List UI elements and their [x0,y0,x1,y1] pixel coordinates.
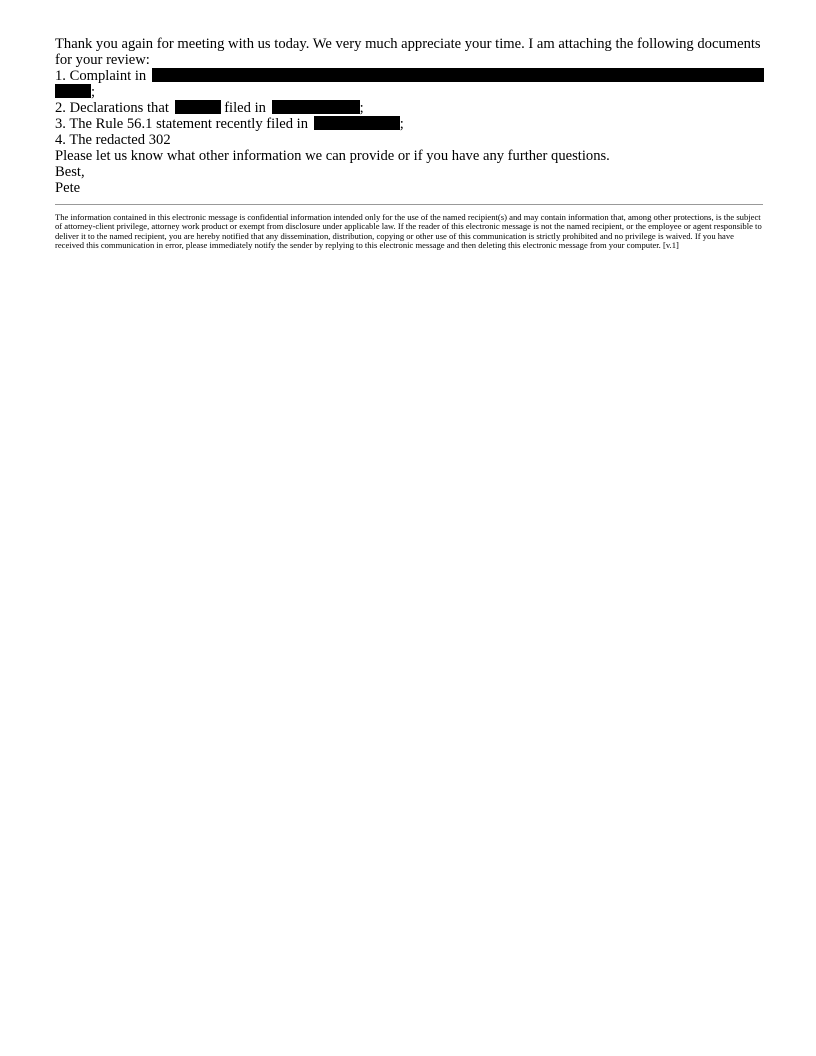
closing-line: Please let us know what other information we can provide or if you have any further questions. [55,148,610,164]
list-item-rule-statement [55,116,763,132]
list-item-text: filed in [224,100,266,116]
list-item-text: 2. Declarations that [55,100,169,116]
list-item-redacted-302: 4. The redacted 302 [55,132,171,148]
email-document [55,36,763,251]
list-item-punctuation: ; [91,84,96,100]
list-item-declarations [55,100,763,116]
signoff: Best, [55,164,85,180]
list-item-text: 1. Complaint in [55,68,147,84]
redaction-block [272,100,360,114]
signature: Pete [55,180,81,196]
list-item-punctuation: ; [399,116,404,132]
redaction-block [55,84,91,98]
redaction-block [314,116,400,130]
redaction-block [175,100,221,114]
confidentiality-disclaimer: The information contained in this electronic message is confidential information intended only for the use of the named recipient(s) and may contain information that, among other protections, is the subject of attorney-client privilege, attorney work product or exempt from disclosure under applicable law. If the reader of this electronic message is not the named recipient, or the employee or agent responsible to deliver it to the named recipient, you are hereby notified that any dissemination, distribution, copying or other use of this communication is strictly prohibited and no privilege is waived. If you have received this communication in error, please immediately notify the sender by replying to this electronic message and then deleting this electronic message from your computer. [v.1] [55,212,762,251]
list-item-punctuation: ; [359,100,364,116]
email-body [55,36,763,196]
list-item-text: 3. The Rule 56.1 statement recently filed in [55,116,309,132]
list-item-complaint-continued [55,84,763,100]
intro-paragraph: Thank you again for meeting with us today. We very much appreciate your time. I am attaching the following documents for your review: [55,36,761,68]
redaction-block [152,68,764,82]
list-item-complaint [55,68,763,84]
divider [55,204,763,205]
